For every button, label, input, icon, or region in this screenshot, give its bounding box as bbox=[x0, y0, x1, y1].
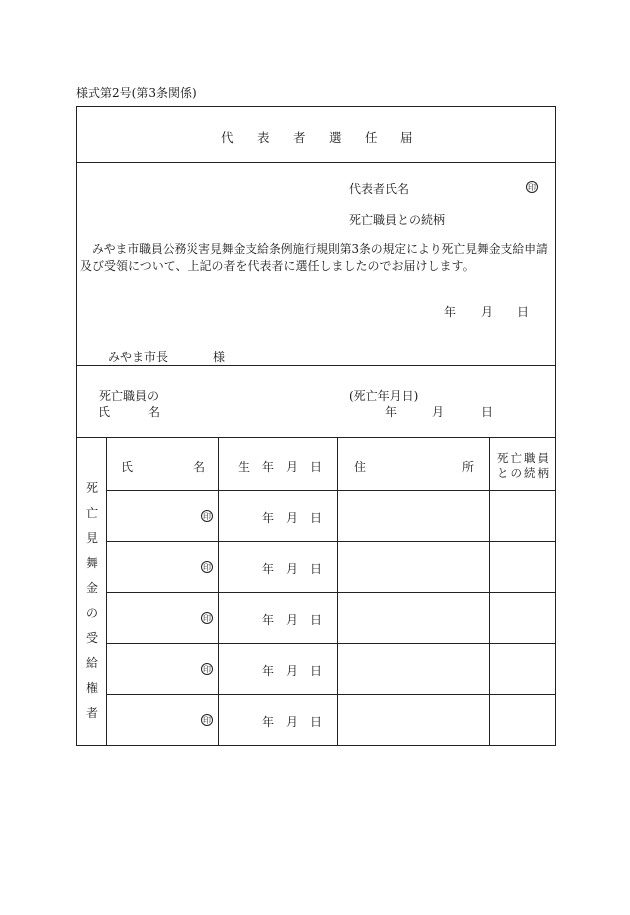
row-month: 月 bbox=[286, 613, 299, 627]
side-label-char: 亡 bbox=[85, 506, 98, 520]
seal-icon: 印 bbox=[528, 183, 536, 192]
date-month: 月 bbox=[481, 305, 494, 319]
title-char-1: 代 bbox=[221, 130, 234, 145]
side-label-char: 舞 bbox=[85, 556, 98, 570]
col-name-b: 名 bbox=[193, 460, 206, 474]
title-char-5: 任 bbox=[365, 130, 378, 145]
form-frame bbox=[76, 106, 556, 746]
col-address-a: 住 bbox=[354, 460, 367, 474]
addressee: みやま市長 bbox=[108, 350, 169, 364]
title-char-4: 選 bbox=[329, 130, 342, 145]
death-month: 月 bbox=[432, 405, 445, 419]
row-year: 年 bbox=[262, 664, 275, 678]
body-line-2: 及び受領について、上記の者を代表者に選任しましたのでお届けします。 bbox=[80, 259, 475, 273]
body-divider bbox=[76, 365, 556, 366]
row-seal-icon: 印 bbox=[203, 665, 211, 674]
side-col-divider bbox=[106, 437, 107, 746]
col-birth-char: 生 bbox=[238, 460, 251, 474]
row-month: 月 bbox=[286, 664, 299, 678]
col-birth-char: 月 bbox=[286, 460, 299, 474]
side-label-char: 金 bbox=[85, 581, 98, 595]
body-line-1: みやま市職員公務災害見舞金支給条例施行規則第3条の規定により死亡見舞金支給申請 bbox=[92, 242, 548, 256]
row-day: 日 bbox=[310, 613, 323, 627]
row-year: 年 bbox=[262, 562, 275, 576]
col-birth-char: 年 bbox=[262, 460, 275, 474]
birth-col-divider bbox=[337, 437, 338, 746]
title-char-2: 表 bbox=[257, 130, 270, 145]
deceased-name-label-b: 名 bbox=[148, 405, 161, 419]
deceased-name-label-a: 氏 bbox=[98, 405, 111, 419]
date-day: 日 bbox=[517, 305, 530, 319]
row-day: 日 bbox=[310, 511, 323, 525]
title-divider bbox=[76, 162, 556, 163]
side-label-char: 給 bbox=[85, 656, 98, 670]
relation-label: 死亡職員との続柄 bbox=[349, 213, 446, 227]
side-label-char: 権 bbox=[85, 681, 98, 695]
col-relation-line2: との続柄 bbox=[497, 466, 551, 480]
form-number: 様式第2号(第3条関係) bbox=[76, 86, 197, 100]
row-seal-icon: 印 bbox=[203, 512, 211, 521]
address-col-divider bbox=[489, 437, 490, 746]
row-month: 月 bbox=[286, 715, 299, 729]
col-address-b: 所 bbox=[462, 460, 475, 474]
title-char-3: 者 bbox=[293, 130, 306, 145]
row-day: 日 bbox=[310, 562, 323, 576]
side-label-char: 死 bbox=[85, 481, 98, 495]
deceased-label: 死亡職員の bbox=[99, 389, 160, 403]
row-day: 日 bbox=[310, 715, 323, 729]
side-label-char: 見 bbox=[85, 531, 98, 545]
row-seal-icon: 印 bbox=[203, 563, 211, 572]
row-month: 月 bbox=[286, 562, 299, 576]
row-seal-icon: 印 bbox=[203, 716, 211, 725]
row-year: 年 bbox=[262, 613, 275, 627]
name-col-divider bbox=[218, 437, 219, 746]
row-seal-icon: 印 bbox=[203, 614, 211, 623]
side-label-char: の bbox=[85, 606, 98, 620]
row-year: 年 bbox=[262, 511, 275, 525]
rep-name-label: 代表者氏名 bbox=[349, 182, 410, 196]
addressee-honorific: 様 bbox=[213, 350, 226, 364]
row-month: 月 bbox=[286, 511, 299, 525]
death-date-label: (死亡年月日) bbox=[349, 389, 419, 403]
death-year: 年 bbox=[385, 405, 398, 419]
deceased-divider bbox=[76, 437, 556, 438]
date-year: 年 bbox=[444, 305, 457, 319]
col-relation-line1: 死亡職員 bbox=[497, 451, 551, 465]
col-name-a: 氏 bbox=[121, 460, 134, 474]
death-day: 日 bbox=[481, 405, 494, 419]
side-label-char: 者 bbox=[85, 706, 98, 720]
side-label-char: 受 bbox=[85, 631, 98, 645]
row-day: 日 bbox=[310, 664, 323, 678]
col-birth-char: 日 bbox=[310, 460, 323, 474]
row-year: 年 bbox=[262, 715, 275, 729]
title-char-6: 届 bbox=[400, 130, 413, 145]
